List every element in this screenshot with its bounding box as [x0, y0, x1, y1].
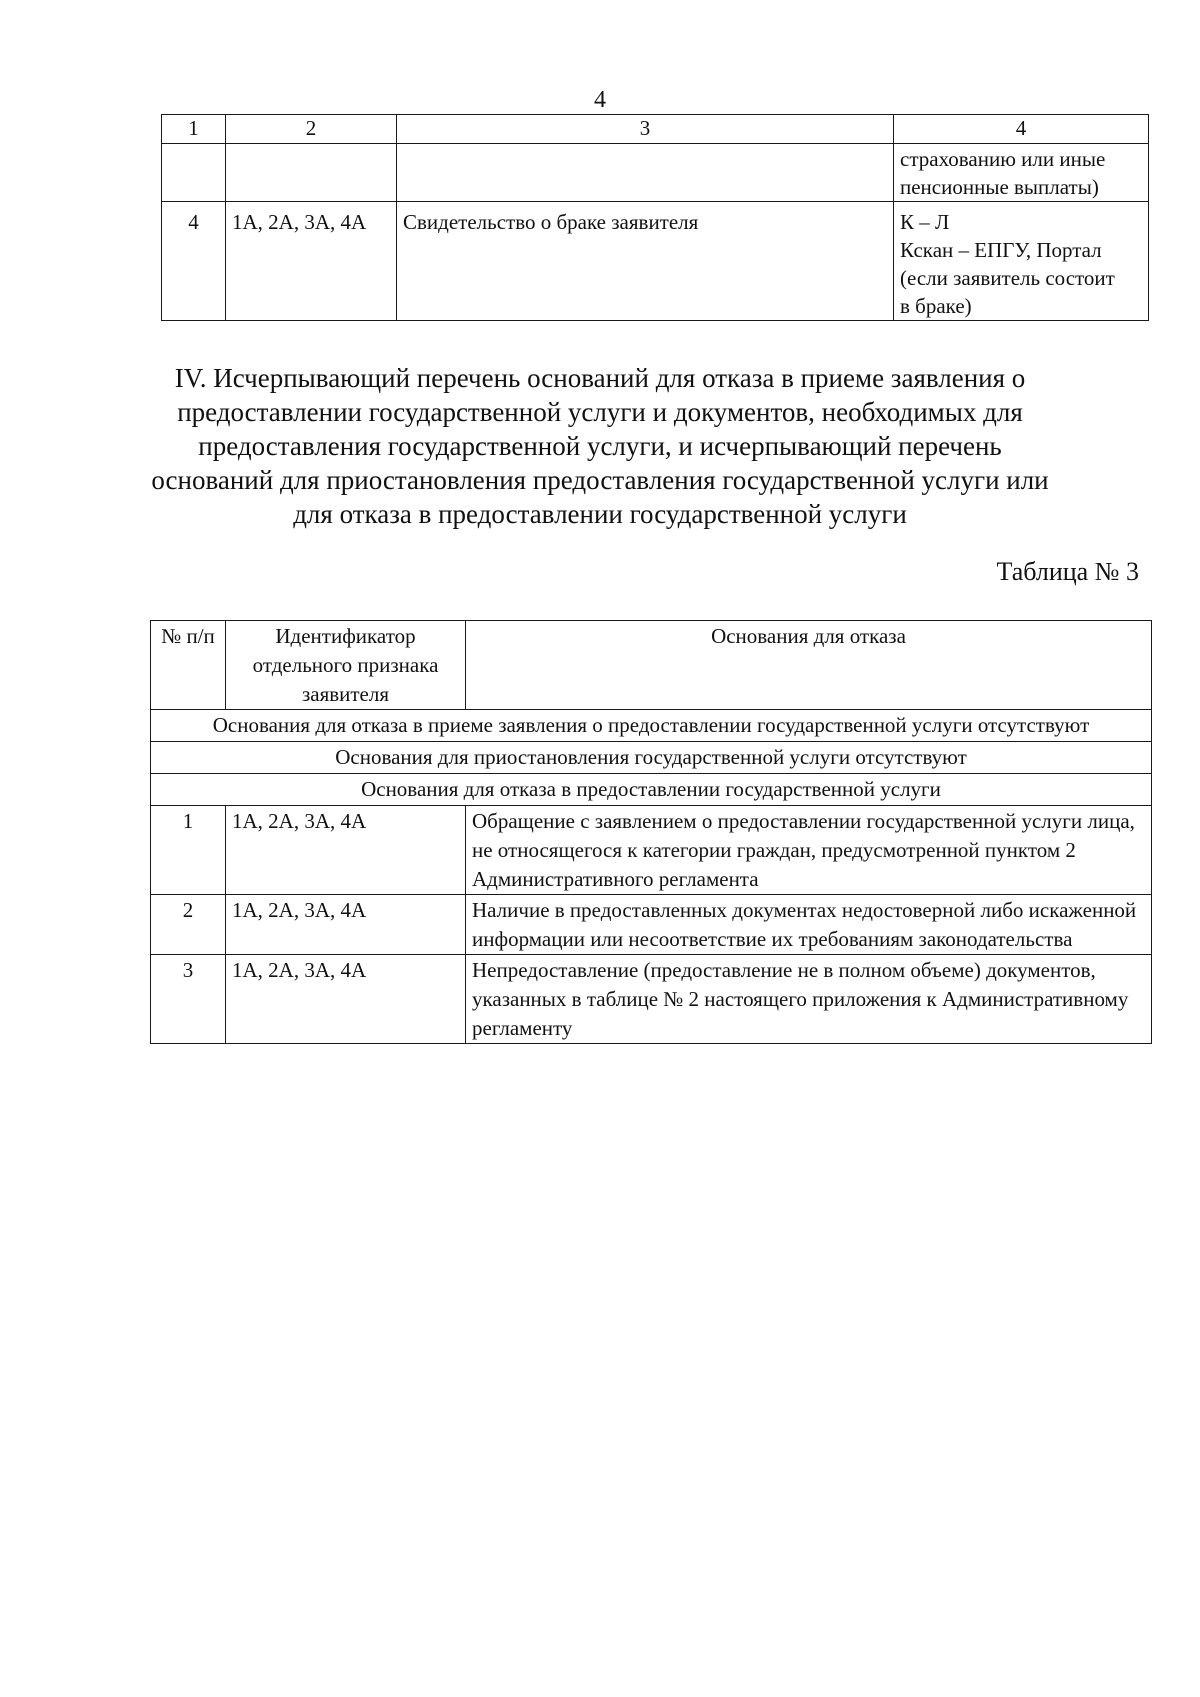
section-refusal-text: Основания для отказа в предоставлении государственной услуги [151, 774, 1152, 806]
section-suspension-text: Основания для приостановления государственной услуги отсутствуют [151, 742, 1152, 774]
form-cell [894, 144, 1149, 202]
identifier-cell: 1А, 2А, 3А, 4А [226, 895, 466, 955]
column-number-1: 1 [162, 115, 226, 144]
identifier-cell: 1А, 2А, 3А, 4А [226, 955, 466, 1044]
form-line: Кскан – ЕПГУ, Портал [900, 238, 1102, 262]
grounds-cell: Непредоставление (предоставление не в полном объеме) документов, указанных в таблице № 2 настоящего приложения к Административному регламенту [466, 955, 1152, 1044]
section-reception-text: Основания для отказа в приеме заявления о предоставлении государственной услуги отсутствуют [151, 710, 1152, 742]
column-number-2: 2 [226, 115, 397, 144]
form-line: в браке) [900, 294, 972, 318]
table-caption: Таблица № 3 [996, 557, 1139, 586]
section-row-refusal [151, 774, 1152, 806]
number-header: № п/п [151, 621, 226, 710]
table-row [151, 955, 1152, 1044]
identifier-header: Идентификатор отдельного признака заявителя [226, 621, 466, 710]
column-number-4: 4 [894, 115, 1149, 144]
grounds-cell: Обращение с заявлением о предоставлении государственной услуги лица, не относящегося к категории граждан, предусмотренной пунктом 2 Административного регламента [466, 806, 1152, 895]
form-cell [894, 202, 1149, 321]
page-number: 4 [594, 87, 606, 113]
table-row [151, 895, 1152, 955]
table-row [151, 806, 1152, 895]
section-row-reception [151, 710, 1152, 742]
row-number-cell: 1 [151, 806, 226, 895]
column-number-3: 3 [397, 115, 894, 144]
table-row [162, 144, 1149, 202]
document-cell: Свидетельство о браке заявителя [397, 202, 894, 321]
row-number-cell [162, 144, 226, 202]
identifier-cell [226, 144, 397, 202]
form-line: страхованию или иные [900, 147, 1106, 171]
grounds-cell: Наличие в предоставленных документах недостоверной либо искаженной информации или несоответствие их требованиям законодательства [466, 895, 1152, 955]
section-heading: IV. Исчерпывающий перечень оснований для отказа в приеме заявления о предоставлении государственной услуги и документов, необходимых для предоставления государственной услуги, и исчерпывающий перечень оснований для приостановления предоставления государственной услуги или для отказа в предоставлении государственной услуги [151, 363, 1049, 529]
identifier-cell: 1А, 2А, 3А, 4А [226, 806, 466, 895]
table-header-row [151, 621, 1152, 710]
form-line: (если заявитель состоит [900, 266, 1115, 290]
grounds-header: Основания для отказа [466, 621, 1152, 710]
row-number-cell: 2 [151, 895, 226, 955]
form-line: К – Л [900, 210, 950, 234]
form-line: пенсионные выплаты) [900, 175, 1099, 199]
refusal-grounds-table [150, 620, 1152, 1044]
document-cell [397, 144, 894, 202]
section-row-suspension [151, 742, 1152, 774]
table-row [162, 202, 1149, 321]
table-header-row [162, 115, 1149, 144]
identifier-cell: 1А, 2А, 3А, 4А [226, 202, 397, 321]
row-number-cell: 4 [162, 202, 226, 321]
row-number-cell: 3 [151, 955, 226, 1044]
continuation-table [161, 114, 1149, 321]
